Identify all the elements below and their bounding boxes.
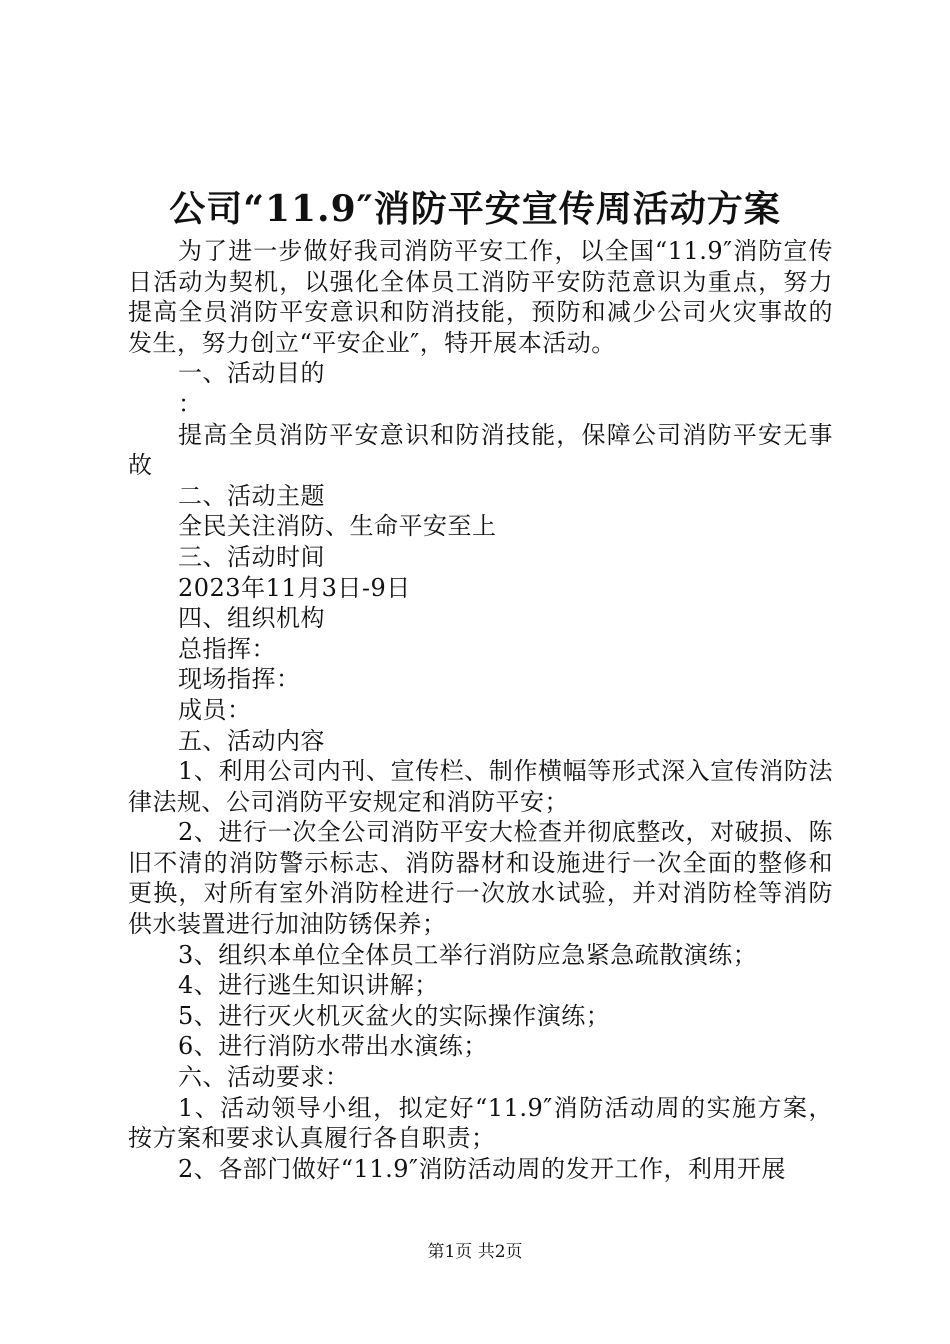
content-item-4: 4、进行逃生知识讲解； [178, 971, 439, 1000]
colon-line: ： [178, 389, 203, 418]
section-heading-organization: 四、组织机构 [178, 604, 325, 633]
requirement-item-1: 1、活动领导小组，拟定好“11.9″消防活动周的实施方案，按方案和要求认真履行各自职责； [128, 1093, 833, 1153]
members-line: 成员： [178, 695, 252, 724]
content-item-2: 2、进行一次全公司消防平安大检查并彻底整改，对破损、陈旧不清的消防警示标志、消防器材和设施进行一次全面的整修和更换，对所有室外消防栓进行一次放水试验，并对消防栓等消防供水装置进行加油防锈保养； [128, 818, 833, 939]
content-item-5: 5、进行灭火机灭盆火的实际操作演练； [178, 1001, 611, 1030]
commander-line: 总指挥： [178, 634, 276, 663]
section-heading-content: 五、活动内容 [178, 726, 325, 755]
time-text: 2023年11月3日-9日 [178, 573, 411, 602]
document-body [128, 236, 833, 1184]
requirement-item-2: 2、各部门做好“11.9″消防活动周的发开工作，利用开展 [178, 1154, 786, 1183]
section-heading-requirements: 六、活动要求： [178, 1063, 350, 1092]
content-item-1: 1、利用公司内刊、宣传栏、制作横幅等形式深入宣传消防法律法规、公司消防平安规定和消防平安； [128, 757, 833, 816]
section-heading-purpose: 一、活动目的 [178, 359, 325, 388]
document-title: 公司“11.9″消防平安宣传周活动方案 [169, 188, 781, 230]
content-item-3: 3、组织本单位全体员工举行消防应急紧急疏散演练； [178, 940, 758, 969]
intro-paragraph: 为了进一步做好我司消防平安工作，以全国“11.9″消防宣传日活动为契机，以强化全体员工消防平安防范意识为重点，努力提高全员消防平安意识和防消技能，预防和减少公司火灾事故的发生，努力创立“平安企业″，特开展本活动。 [128, 237, 833, 357]
theme-text: 全民关注消防、生命平安至上 [178, 512, 497, 541]
site-commander-line: 现场指挥： [178, 665, 301, 694]
section-heading-time: 三、活动时间 [178, 542, 325, 571]
content-item-6: 6、进行消防水带出水演练； [178, 1032, 488, 1061]
section-heading-theme: 二、活动主题 [178, 481, 325, 510]
page-footer: 第1页 共2页 [427, 1242, 523, 1262]
purpose-text: 提高全员消防平安意识和防消技能，保障公司消防平安无事故 [128, 420, 833, 480]
